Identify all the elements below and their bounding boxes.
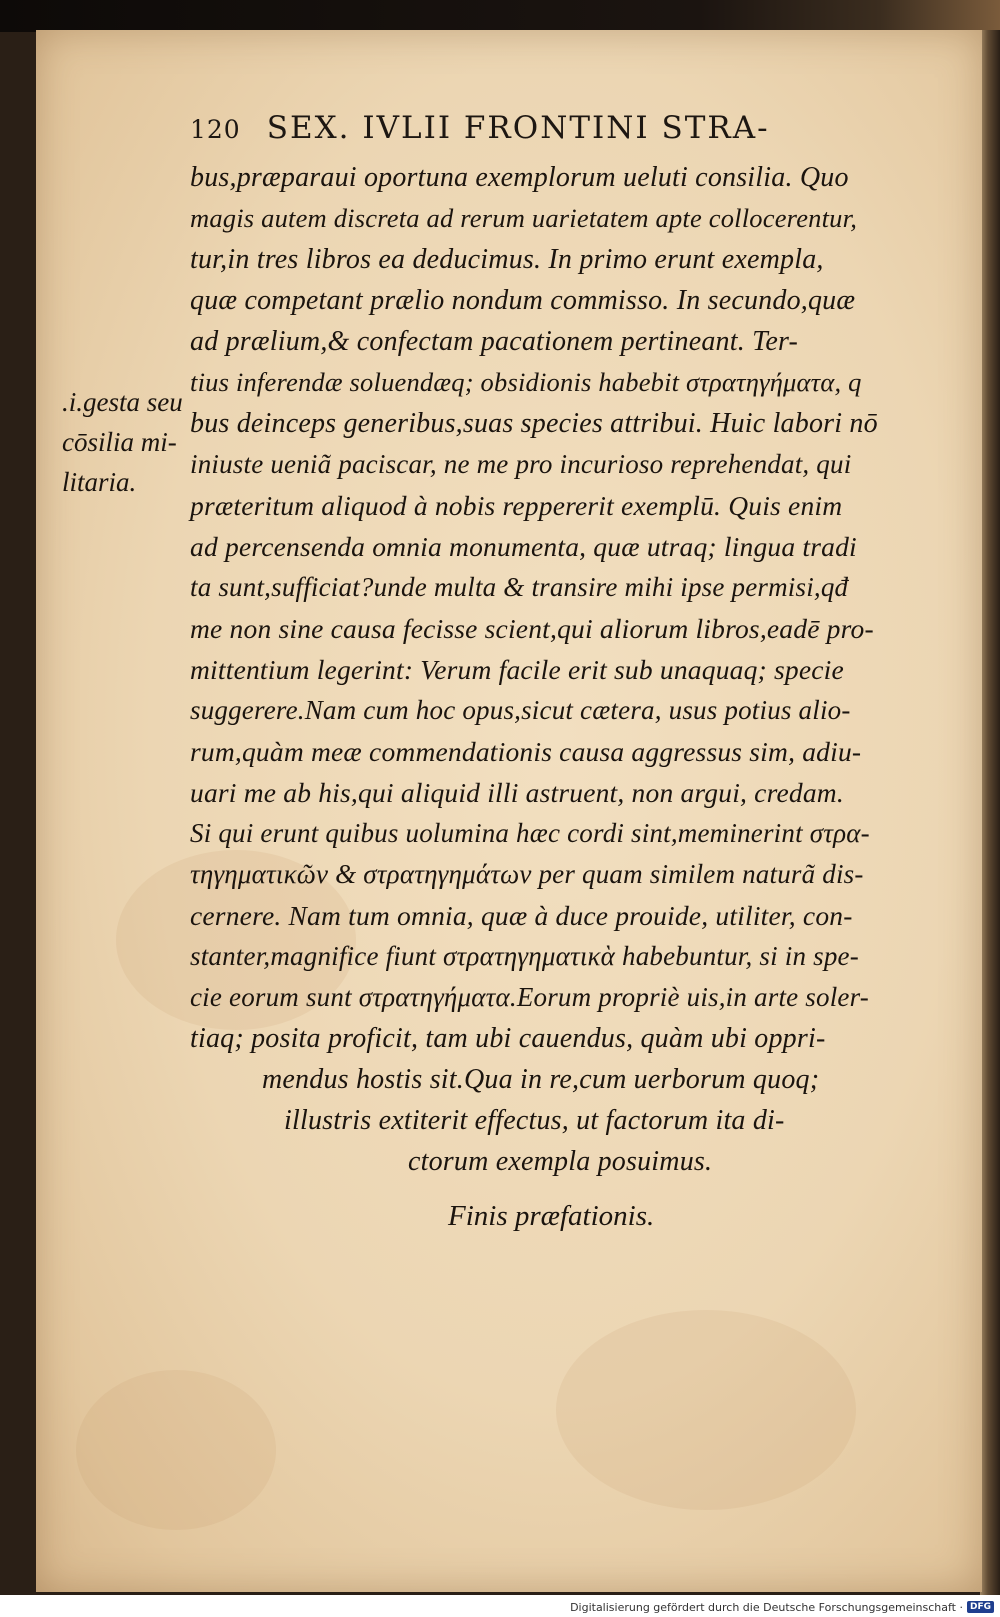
- text-line: stanter,magnifice fiunt στρατηγηματικὰ habebuntur, si in spe-: [190, 941, 859, 971]
- text-line: præteritum aliquod à nobis reppererit exemplū. Quis enim: [190, 490, 843, 521]
- running-head: [190, 110, 890, 154]
- dfg-logo-icon: DFG: [967, 1601, 994, 1613]
- closing-line: Finis præfationis.: [448, 1200, 655, 1232]
- text-line: ad prælium,& confectam pacationem pertineant. Ter-: [190, 326, 799, 357]
- footer-credit: Digitalisierung gefördert durch die Deutsche Forschungsgemeinschaft ·: [570, 1600, 963, 1614]
- text-line: suggerere.Nam cum hoc opus,sicut cætera, usus potius alio-: [190, 695, 851, 725]
- digitization-footer: [570, 1598, 994, 1616]
- text-line: illustris extiterit effectus, ut factorum ita di-: [284, 1105, 785, 1136]
- text-line: ctorum exempla posuimus.: [408, 1146, 713, 1177]
- text-line: tur,in tres libros ea deducimus. In primo erunt exempla,: [190, 244, 824, 275]
- text-line: bus,præparaui oportuna exemplorum ueluti consilia. Quo: [190, 162, 849, 193]
- text-line: cernere. Nam tum omnia, quæ à duce prouide, utiliter, con-: [190, 900, 853, 931]
- scan-top-edge: [0, 0, 1000, 32]
- text-line: mittentium legerint: Verum facile erit sub unaquaq; specie: [190, 654, 844, 685]
- text-line: cie eorum sunt στρατηγήματα.Eorum propriè uis,in arte soler-: [190, 982, 869, 1012]
- text-line: rum,quàm meæ commendationis causa aggressus sim, adiu-: [190, 736, 862, 767]
- margin-note-line: .i.gesta seu: [62, 387, 183, 417]
- margin-note-line: cōsilia mi-: [62, 427, 177, 457]
- text-line: quæ competant prælio nondum commisso. In secundo,quæ: [190, 285, 856, 316]
- page-number: 120: [190, 115, 241, 144]
- text-line: τηγηματικῶν & στρατηγημάτων per quam similem naturã dis-: [190, 859, 864, 889]
- book-edge: [980, 30, 1000, 1595]
- margin-note-line: litaria.: [62, 467, 137, 497]
- text-line: iniuste ueniã paciscar, ne me pro incurioso reprehendat, qui: [190, 449, 852, 479]
- text-line: mendus hostis sit.Qua in re,cum uerborum quoq;: [262, 1064, 820, 1095]
- text-line: uari me ab his,qui aliquid illi astruent, non argui, credam.: [190, 777, 844, 808]
- text-line: tiaq; posita proficit, tam ubi cauendus, quàm ubi oppri-: [190, 1023, 826, 1054]
- text-line: magis autem discreta ad rerum uarietatem apte collocerentur,: [190, 203, 858, 233]
- text-line: tius inferendæ soluendæq; obsidionis habebit στρατηγήματα, q: [190, 367, 862, 397]
- text-line: ta sunt,sufficiat?unde multa & transire mihi ipse permisi,qđ: [190, 572, 849, 602]
- margin-note: [62, 382, 192, 502]
- running-title: SEX. IVLII FRONTINI STRA-: [266, 110, 770, 146]
- paper-stain: [76, 1370, 276, 1530]
- text-line: Si qui erunt quibus uolumina hæc cordi sint,meminerint στρα-: [190, 818, 870, 848]
- text-line: me non sine causa fecisse scient,qui aliorum libros,eadē pro-: [190, 613, 874, 644]
- text-line: ad percensenda omnia monumenta, quæ utraq; lingua tradi: [190, 531, 857, 562]
- paper-stain: [556, 1310, 856, 1510]
- text-line: bus deinceps generibus,suas species attribui. Huic labori nō: [190, 408, 878, 439]
